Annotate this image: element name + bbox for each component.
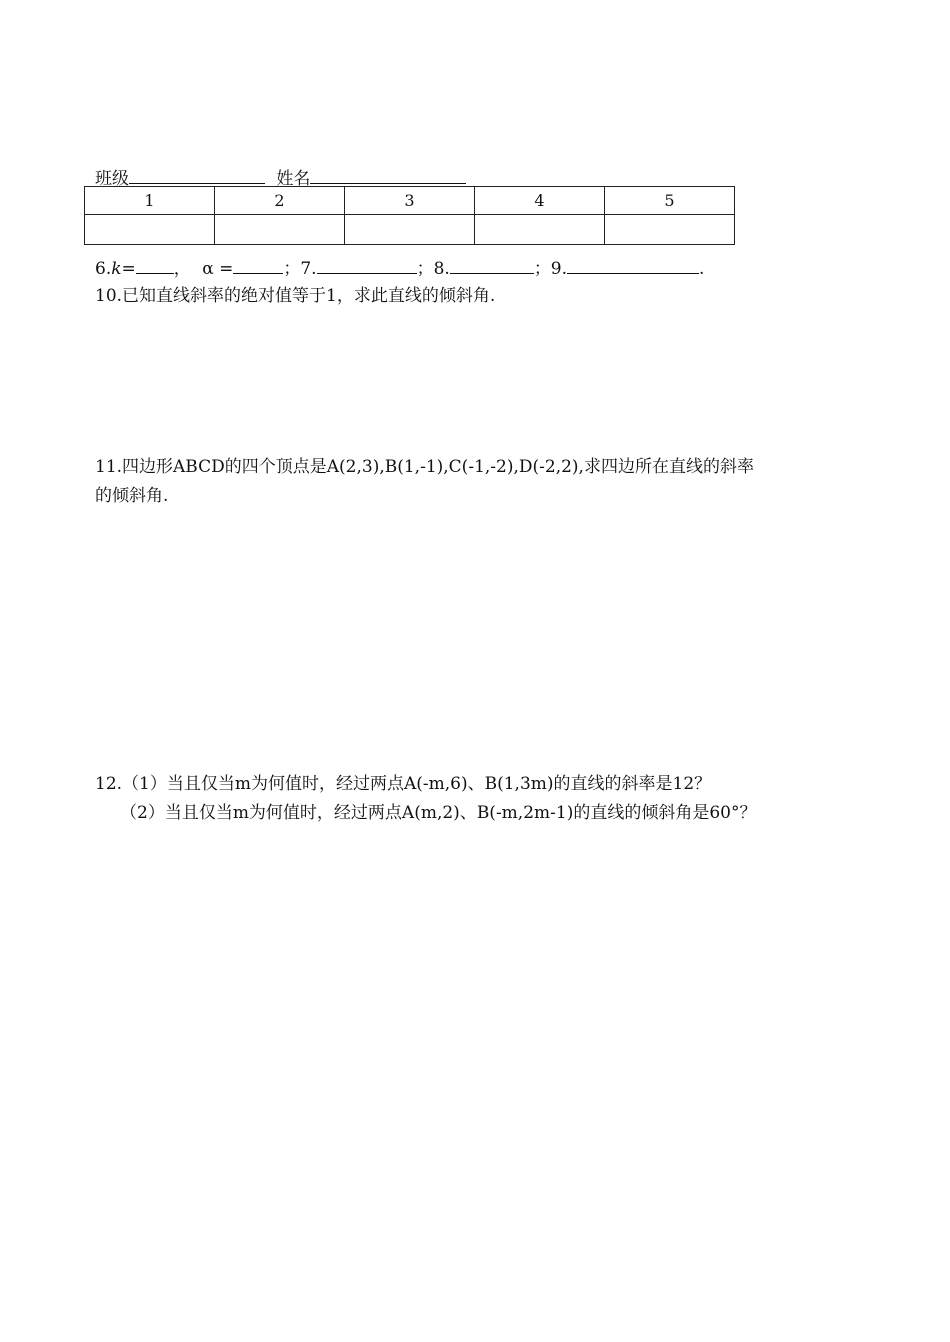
q6-k-blank[interactable] [136, 256, 174, 274]
name-label: 姓名 [276, 169, 311, 189]
answer-cell-5[interactable] [605, 215, 735, 245]
answer-cell-2[interactable] [215, 215, 345, 245]
class-label: 班级 [95, 169, 129, 189]
q8-blank[interactable] [450, 256, 534, 274]
answer-table-header-row [85, 187, 735, 215]
q6-equals: = [121, 259, 136, 279]
answer-cell-4[interactable] [475, 215, 605, 245]
q6-alpha-blank[interactable] [233, 256, 283, 274]
q9-prefix: ；9. [533, 259, 568, 279]
name-field[interactable] [310, 166, 466, 184]
answer-cell-1[interactable] [85, 215, 215, 245]
answer-cell-3[interactable] [345, 215, 475, 245]
q9-blank[interactable] [567, 256, 699, 274]
answer-header-4: 4 [475, 187, 605, 215]
fill-in-blanks-line [95, 256, 704, 280]
question-12-part-1: 12.（1）当且仅当m为何值时，经过两点A(-m,6)、B(1,3m)的直线的斜率是12？ [95, 774, 712, 794]
q6-alpha-label: α = [202, 259, 234, 279]
q7-prefix: ；7. [283, 259, 317, 279]
question-11-line-1: 11.四边形ABCD的四个顶点是A(2,3),B(1,-1),C(-1,-2),D(-2,2),求四边所在直线的斜率 [95, 457, 754, 477]
answer-header-1: 1 [85, 187, 215, 215]
answer-header-3: 3 [345, 187, 475, 215]
question-11-line-2: 的倾斜角. [95, 486, 169, 506]
answer-header-5: 5 [605, 187, 735, 215]
answer-header-2: 2 [215, 187, 345, 215]
q6-k-symbol: k [111, 259, 122, 279]
q8-prefix: ；8. [416, 259, 450, 279]
question-12-part-2: （2）当且仅当m为何值时，经过两点A(m,2)、B(-m,2m-1)的直线的倾斜角是60°？ [120, 803, 757, 823]
q6-prefix: 6. [95, 259, 112, 279]
answer-table-answer-row [85, 215, 735, 245]
q7-blank[interactable] [317, 256, 417, 274]
q6-separator: ， [173, 259, 191, 279]
question-10: 10.已知直线斜率的绝对值等于1，求此直线的倾斜角. [95, 286, 496, 306]
answer-table [84, 186, 735, 245]
class-field[interactable] [129, 166, 265, 184]
fill-line-end: . [699, 259, 705, 279]
